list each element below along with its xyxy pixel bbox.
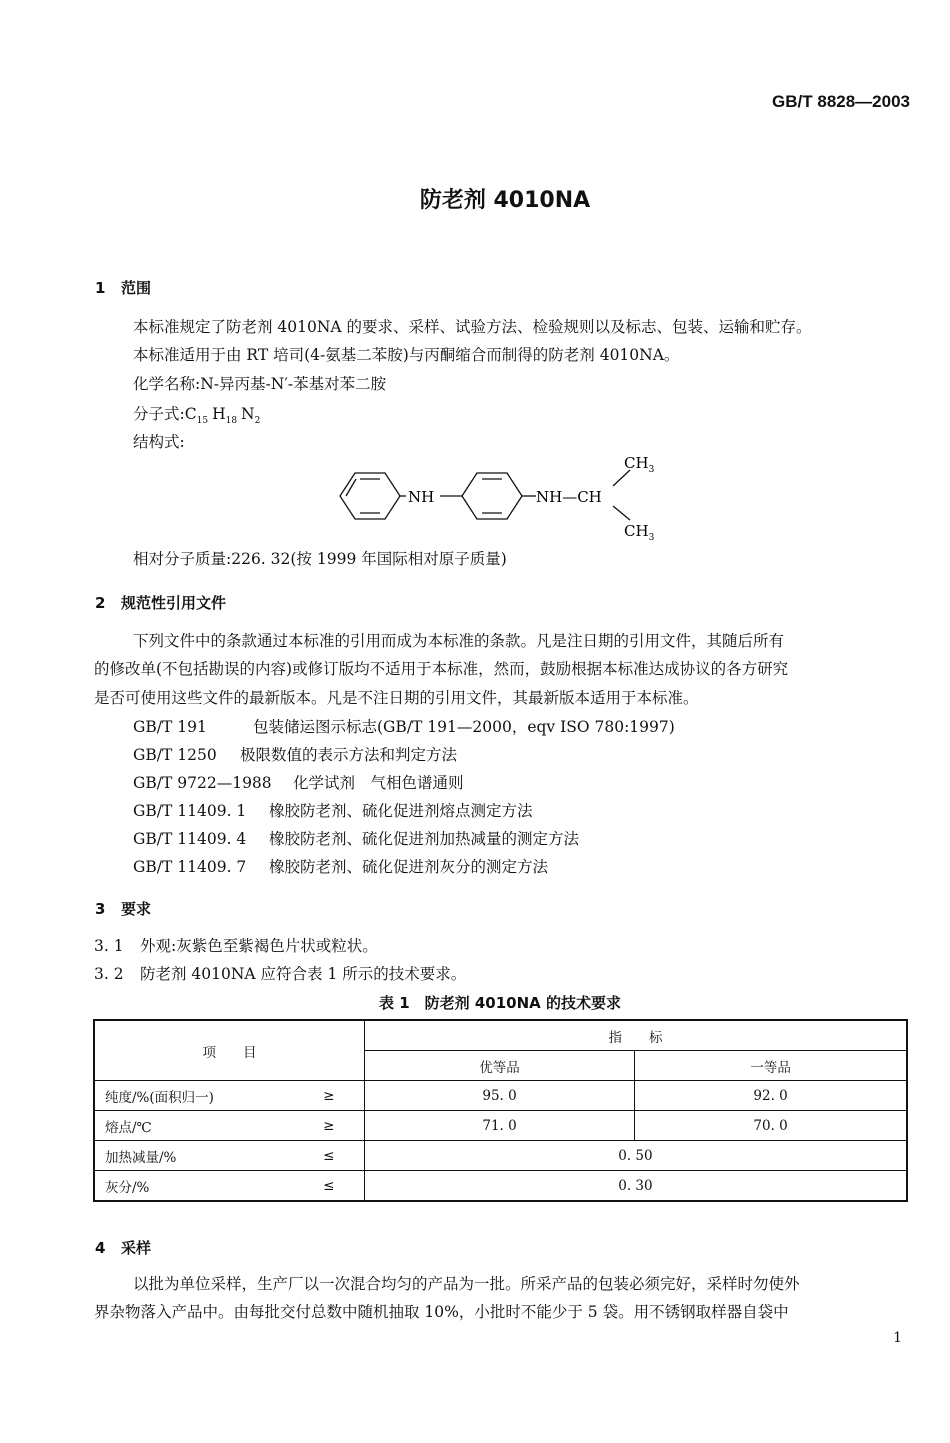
methyl-top — [624, 454, 655, 475]
value-excellent: 71. 0 — [364, 1111, 634, 1141]
formula-element: N — [241, 405, 255, 423]
value-first: 70. 0 — [635, 1111, 907, 1141]
clause-item — [94, 936, 378, 956]
formula-subscript: 2 — [254, 416, 261, 427]
reference-item — [133, 827, 579, 849]
reference-item — [133, 743, 457, 765]
header-grade-first: 一等品 — [635, 1051, 907, 1081]
paragraph-line: 界杂物落入产品中。由每批交付总数中随机抽取 10%，小批时不能少于 5 袋。用不锈钢取样器自袋中 — [94, 1303, 789, 1321]
table-row — [94, 1111, 907, 1141]
section-heading — [95, 277, 151, 298]
structure-label: 结构式: — [133, 433, 185, 451]
clause-item — [94, 964, 466, 984]
section-number: 1 — [95, 279, 106, 297]
section-number: 4 — [95, 1239, 106, 1257]
row-relation: ≥ — [294, 1111, 365, 1141]
formula-element: H — [212, 405, 226, 423]
value-merged: 0. 30 — [364, 1171, 907, 1202]
reference-title: 化学试剂 气相色谱通则 — [293, 774, 464, 792]
section-title: 要求 — [121, 900, 152, 918]
nh-ch-group: NH—CH — [536, 488, 602, 506]
clause-text: 外观:灰紫色至紫褐色片状或粒状。 — [140, 937, 378, 955]
table-row — [94, 1171, 907, 1202]
paragraph-line: 以批为单位采样，生产厂以一次混合均匀的产品为一批。所采产品的包装必须完好，采样时勿使外 — [133, 1275, 800, 1293]
row-relation: ≤ — [294, 1141, 365, 1171]
section-title: 范围 — [121, 279, 152, 297]
table-caption: 表 1 防老剂 4010NA 的技术要求 — [378, 994, 621, 1012]
reference-title: 橡胶防老剂、硫化促进剂灰分的测定方法 — [269, 858, 549, 876]
value-first: 92. 0 — [635, 1081, 907, 1111]
reference-code: GB/T 1250 — [133, 746, 217, 764]
reference-title: 极限数值的表示方法和判定方法 — [240, 746, 458, 764]
header-grade-excellent: 优等品 — [364, 1051, 634, 1081]
row-relation: ≤ — [294, 1171, 365, 1202]
methyl-bottom — [624, 522, 655, 543]
methyl-subscript: 3 — [648, 533, 655, 543]
clause-text: 防老剂 4010NA 应符合表 1 所示的技术要求。 — [140, 965, 467, 983]
formula-prefix: 分子式: — [133, 405, 185, 423]
table-row — [94, 1141, 907, 1171]
reference-title: 橡胶防老剂、硫化促进剂熔点测定方法 — [269, 802, 533, 820]
reference-code: GB/T 11409. 4 — [133, 830, 247, 848]
reference-item — [133, 771, 464, 793]
reference-code: GB/T 11409. 7 — [133, 858, 247, 876]
value-merged: 0. 50 — [364, 1141, 907, 1171]
spec-table — [93, 1019, 908, 1202]
reference-title: 包装储运图示标志(GB/T 191—2000，eqv ISO 780:1997) — [253, 718, 675, 736]
reference-item — [133, 799, 533, 821]
paragraph-line: 本标准规定了防老剂 4010NA 的要求、采样、试验方法、检验规则以及标志、包装、运输和贮存。 — [133, 318, 812, 336]
bond — [613, 470, 630, 486]
row-item: 灰分/% — [94, 1171, 294, 1202]
benzene-ring-1 — [340, 473, 400, 519]
page-number: 1 — [893, 1330, 902, 1346]
paragraph-line: 化学名称:N-异丙基-N′-苯基对苯二胺 — [133, 375, 387, 393]
section-heading — [95, 1237, 151, 1258]
section-heading — [95, 592, 226, 613]
bond — [613, 506, 630, 520]
section-number: 3 — [95, 900, 106, 918]
section-title: 采样 — [121, 1239, 152, 1257]
molecular-formula — [133, 404, 260, 431]
methyl-subscript: 3 — [648, 465, 655, 475]
reference-item — [133, 855, 548, 877]
formula-subscript: 15 — [196, 416, 209, 427]
row-item: 熔点/℃ — [94, 1111, 294, 1141]
formula-element: C — [184, 405, 197, 423]
section-heading — [95, 898, 151, 919]
row-item: 加热减量/% — [94, 1141, 294, 1171]
row-relation: ≥ — [294, 1081, 365, 1111]
section-number: 2 — [95, 594, 106, 612]
methyl-c-h: CH — [624, 454, 649, 472]
reference-code: GB/T 9722—1988 — [133, 774, 272, 792]
section-title: 规范性引用文件 — [121, 594, 227, 612]
row-item: 纯度/%(面积归一) — [94, 1081, 294, 1111]
paragraph-line: 的修改单(不包括勘误的内容)或修订版均不适用于本标准，然而，鼓励根据本标准达成协议的各方研究 — [94, 660, 789, 678]
paragraph-line: 是否可使用这些文件的最新版本。凡是不注日期的引用文件，其最新版本适用于本标准。 — [94, 689, 699, 707]
reference-code: GB/T 11409. 1 — [133, 802, 247, 820]
benzene-ring-2 — [462, 473, 522, 519]
reference-title: 橡胶防老剂、硫化促进剂加热减量的测定方法 — [269, 830, 580, 848]
document-title: 防老剂 4010NA — [419, 188, 591, 213]
paragraph-line: 下列文件中的条款通过本标准的引用而成为本标准的条款。凡是注日期的引用文件，其随后所有 — [133, 632, 785, 650]
inner-bond — [346, 479, 356, 496]
table-header-row — [94, 1020, 907, 1051]
clause-number: 3. 2 — [94, 965, 124, 983]
paragraph-line: 本标准适用于由 RT 培司(4-氨基二苯胺)与丙酮缩合而制得的防老剂 4010NA。 — [133, 346, 680, 364]
header-item: 项 目 — [94, 1020, 364, 1081]
standard-code: GB/T 8828—2003 — [772, 92, 910, 111]
table-row — [94, 1081, 907, 1111]
molecular-mass: 相对分子质量:226. 32(按 1999 年国际相对原子质量) — [133, 550, 507, 568]
structural-formula — [320, 448, 680, 548]
clause-number: 3. 1 — [94, 937, 124, 955]
header-index: 指 标 — [364, 1020, 907, 1051]
reference-code: GB/T 191 — [133, 718, 207, 736]
value-excellent: 95. 0 — [364, 1081, 634, 1111]
methyl-c-h: CH — [624, 522, 649, 540]
nh-group: NH — [408, 488, 435, 506]
reference-item — [133, 715, 675, 737]
formula-subscript: 18 — [225, 416, 238, 427]
